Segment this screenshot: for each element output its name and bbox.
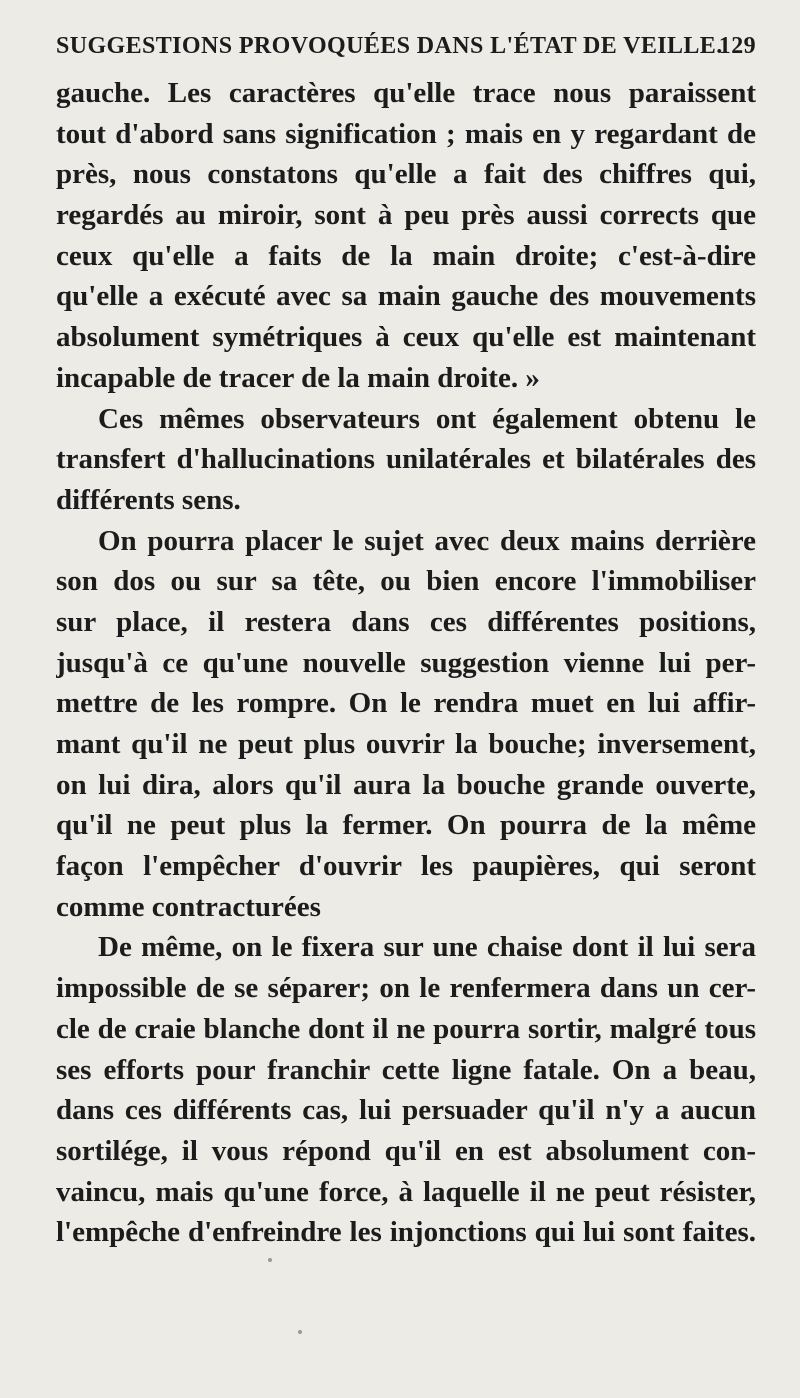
text-line: mettre de les rompre. On le rendra muet en lui affir- bbox=[56, 687, 756, 720]
text-line: sortilége, il vous répond qu'il en est absolument con- bbox=[56, 1134, 756, 1167]
text-line: qu'il ne peut plus la fermer. On pourra de la même bbox=[56, 809, 756, 842]
paper-speck bbox=[298, 1330, 302, 1334]
text-line: différents sens. bbox=[56, 483, 241, 516]
text-line: jusqu'à ce qu'une nouvelle suggestion vienne lui per- bbox=[56, 646, 756, 679]
text-line: impossible de se séparer; on le renfermera dans un cer- bbox=[56, 972, 756, 1005]
running-head bbox=[56, 31, 756, 61]
text-line: cle de craie blanche dont il ne pourra sortir, malgré tous bbox=[56, 1012, 756, 1045]
text-line: façon l'empêcher d'ouvrir les paupières, qui seront bbox=[56, 850, 756, 883]
text-line: transfert d'hallucinations unilatérales et bilatérales des bbox=[56, 443, 756, 476]
text-line: dans ces différents cas, lui persuader qu'il n'y a aucun bbox=[56, 1094, 756, 1127]
running-head-title: SUGGESTIONS PROVOQUÉES DANS L'ÉTAT DE VEILLE. bbox=[56, 33, 723, 59]
text-line: ses efforts pour franchir cette ligne fatale. On a beau, bbox=[56, 1053, 756, 1086]
text-line: tout d'abord sans signification ; mais en y regardant de bbox=[56, 117, 756, 150]
body-text bbox=[56, 73, 756, 1253]
text-line: comme contracturées bbox=[56, 890, 321, 923]
text-line: absolument symétriques à ceux qu'elle est maintenant bbox=[56, 321, 756, 354]
text-line: sur place, il restera dans ces différentes positions, bbox=[56, 605, 756, 638]
text-line: son dos ou sur sa tête, ou bien encore l'immobiliser bbox=[56, 565, 756, 598]
text-line: l'empêche d'enfreindre les injonctions qui lui sont faites. bbox=[56, 1216, 756, 1249]
page-number: 129 bbox=[718, 33, 756, 59]
text-line: vaincu, mais qu'une force, à laquelle il ne peut résister, bbox=[56, 1175, 756, 1208]
paper-speck bbox=[268, 1258, 272, 1262]
text-line: mant qu'il ne peut plus ouvrir la bouche; inversement, bbox=[56, 728, 756, 760]
paragraph-first-line: Ces mêmes observateurs ont également obtenu le bbox=[98, 402, 756, 435]
paragraph-first-line: On pourra placer le sujet avec deux mains derrière bbox=[98, 524, 756, 557]
text-line: près, nous constatons qu'elle a fait des chiffres qui, bbox=[56, 158, 756, 191]
text-line: regardés au miroir, sont à peu près aussi corrects que bbox=[56, 199, 756, 232]
paragraph-first-line: De même, on le fixera sur une chaise dont il lui sera bbox=[98, 931, 756, 964]
text-line: ceux qu'elle a faits de la main droite; c'est-à-dire bbox=[56, 239, 756, 272]
text-line: gauche. Les caractères qu'elle trace nous paraissent bbox=[56, 77, 756, 109]
text-line: qu'elle a exécuté avec sa main gauche des mouvements bbox=[56, 280, 756, 313]
text-line: on lui dira, alors qu'il aura la bouche grande ouverte, bbox=[56, 768, 756, 801]
text-line: incapable de tracer de la main droite. » bbox=[56, 361, 540, 394]
